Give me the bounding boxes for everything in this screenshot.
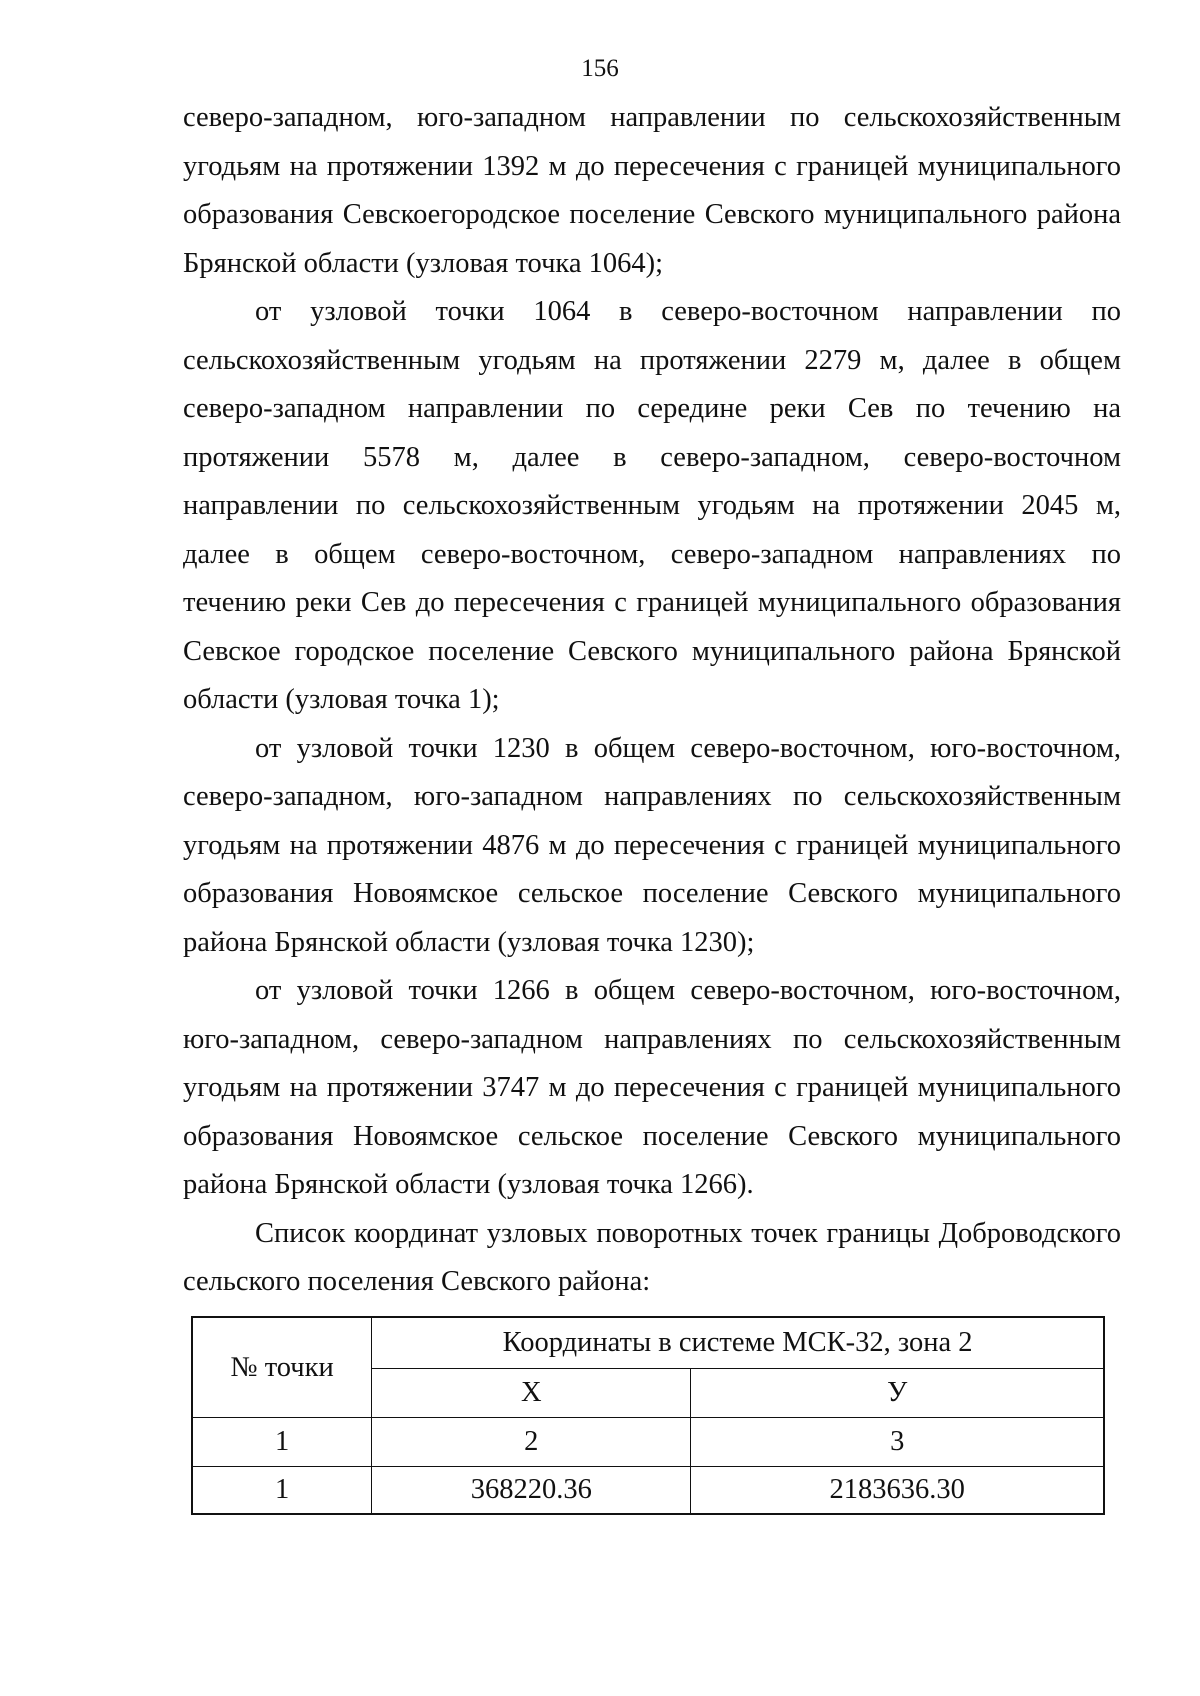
paragraph: от узловой точки 1266 в общем северо-восточном, юго-восточном, юго-западном, северо-западном направлениях по сельскохозяйственным угодьям на протяжении 3747 м до пересечения с границей муниципального образования Новоямское сельское поселение Севского муниципального района Брянской области (узловая точка 1266).	[183, 975, 1121, 1200]
page-number: 156	[581, 55, 619, 82]
table-row	[192, 1467, 1104, 1515]
paragraph: от узловой точки 1064 в северо-восточном направлении по сельскохозяйственным угодьям на протяжении 2279 м, далее в общем северо-западном направлении по середине реки Сев по течению на протяжении 5578 м, далее в северо-западном, северо-восточном направлении по сельскохозяйственным угодьям на протяжении 2045 м, далее в общем северо-восточном, северо-западном направлениях по течению реки Сев до пересечения с границей муниципального образования Севское городское поселение Севского муниципального района Брянской области (узловая точка 1);	[183, 296, 1121, 715]
table-header-row	[192, 1317, 1104, 1369]
numbering-cell: 3	[691, 1418, 1104, 1467]
header-y: У	[691, 1369, 1104, 1418]
document-body	[183, 94, 1121, 1307]
paragraph: северо-западном, юго-западном направлении по сельскохозяйственным угодьям на протяжении 1392 м до пересечения с границей муниципального образования Севскоегородское поселение Севского муниципального района Брянской области (узловая точка 1064);	[183, 102, 1121, 279]
x-cell: 368220.36	[372, 1467, 691, 1515]
header-coordinates-group: Координаты в системе МСК-32, зона 2	[372, 1317, 1104, 1369]
header-x: Х	[372, 1369, 691, 1418]
numbering-cell: 2	[372, 1418, 691, 1467]
paragraph: Список координат узловых поворотных точек границы Доброводского сельского поселения Севского района:	[183, 1217, 1121, 1297]
table-numbering-row	[192, 1418, 1104, 1467]
numbering-cell: 1	[192, 1418, 372, 1467]
paragraph: от узловой точки 1230 в общем северо-восточном, юго-восточном, северо-западном, юго-западном направлениях по сельскохозяйственным угодьям на протяжении 4876 м до пересечения с границей муниципального образования Новоямское сельское поселение Севского муниципального района Брянской области (узловая точка 1230);	[183, 732, 1121, 958]
point-cell: 1	[192, 1467, 372, 1515]
header-point-number: № точки	[192, 1317, 372, 1418]
y-cell: 2183636.30	[691, 1467, 1104, 1515]
coordinates-table	[191, 1316, 1105, 1515]
